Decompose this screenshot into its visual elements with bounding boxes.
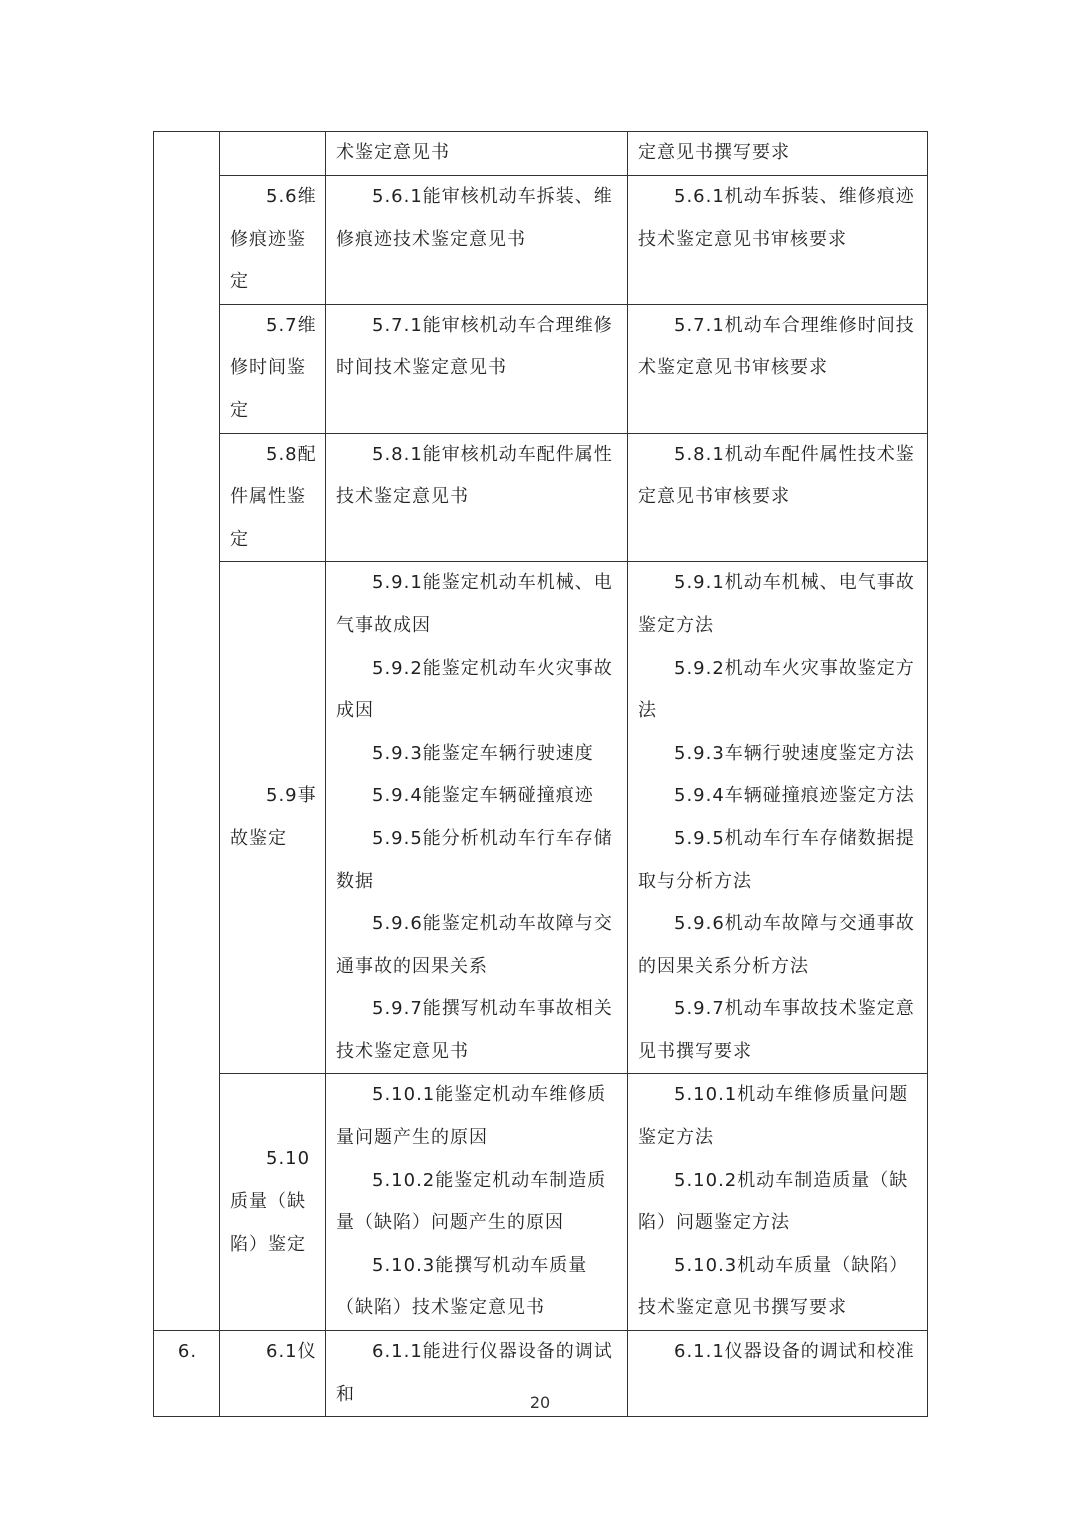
sub-skill-text: 5.6维修痕迹鉴定	[230, 186, 317, 293]
knowledge-text: 5.10.2机动车制造质量（缺陷）问题鉴定方法	[638, 1169, 909, 1234]
knowledge-text: 5.9.2机动车火灾事故鉴定方法	[638, 657, 915, 722]
sub-skill-cell	[220, 433, 326, 562]
skill-text: 5.9.3能鉴定车辆行驶速度	[372, 742, 594, 764]
knowledge-text: 5.9.4车辆碰撞痕迹鉴定方法	[674, 785, 915, 807]
level-cell	[154, 132, 220, 1331]
sub-skill-text: 5.9事故鉴定	[230, 785, 317, 849]
skill-text: 5.6.1能审核机动车拆装、维修痕迹技术鉴定意见书	[336, 186, 613, 250]
skill-text: 5.10.3能撰写机动车质量（缺陷）技术鉴定意见书	[336, 1254, 588, 1319]
level-text: 6.	[177, 1341, 198, 1363]
skill-text: 6.1.1能进行仪器设备的调试和	[336, 1341, 613, 1405]
knowledge-text: 5.10.3机动车质量（缺陷）技术鉴定意见书撰写要求	[638, 1254, 909, 1319]
skill-text: 5.9.6能鉴定机动车故障与交通事故的因果关系	[336, 913, 613, 977]
skill-text: 5.9.4能鉴定车辆碰撞痕迹	[372, 785, 594, 807]
knowledge-cell	[628, 562, 928, 1074]
knowledge-cell	[628, 433, 928, 562]
table-row	[154, 132, 928, 176]
sub-skill-text: 5.10质量（缺陷）鉴定	[230, 1148, 311, 1255]
skill-text: 5.7.1能审核机动车合理维修时间技术鉴定意见书	[336, 314, 613, 379]
skill-text: 5.9.2能鉴定机动车火灾事故成因	[336, 657, 613, 722]
skill-text: 5.9.5能分析机动车行车存储数据	[336, 827, 613, 892]
knowledge-text: 定意见书撰写要求	[638, 142, 790, 163]
knowledge-text: 5.6.1机动车拆装、维修痕迹技术鉴定意见书审核要求	[638, 186, 915, 250]
page-number: 20	[529, 1393, 551, 1412]
knowledge-cell	[628, 132, 928, 176]
knowledge-cell	[628, 304, 928, 433]
skill-cell	[326, 562, 628, 1074]
skill-cell	[326, 433, 628, 562]
sub-skill-text: 5.8配件属性鉴定	[230, 443, 317, 550]
skill-cell	[326, 132, 628, 176]
knowledge-cell	[628, 1074, 928, 1331]
sub-skill-cell	[220, 304, 326, 433]
table-row	[154, 304, 928, 433]
knowledge-text: 5.9.7机动车事故技术鉴定意见书撰写要求	[638, 998, 915, 1062]
knowledge-text: 5.9.1机动车机械、电气事故鉴定方法	[638, 572, 915, 636]
sub-skill-cell	[220, 132, 326, 176]
table-row	[154, 433, 928, 562]
standards-table	[153, 131, 928, 1417]
skill-cell	[326, 304, 628, 433]
sub-skill-text: 5.7维修时间鉴定	[230, 314, 317, 421]
skill-text: 5.9.7能撰写机动车事故相关技术鉴定意见书	[336, 998, 613, 1062]
knowledge-text: 5.9.3车辆行驶速度鉴定方法	[674, 742, 915, 764]
knowledge-text: 5.10.1机动车维修质量问题鉴定方法	[638, 1084, 909, 1149]
sub-skill-cell	[220, 176, 326, 305]
table-row	[154, 176, 928, 305]
sub-skill-text: 6.1仪	[266, 1341, 317, 1363]
knowledge-cell	[628, 176, 928, 305]
table-row	[154, 562, 928, 1074]
skill-text: 5.8.1能审核机动车配件属性技术鉴定意见书	[336, 443, 613, 508]
sub-skill-cell	[220, 1074, 326, 1331]
knowledge-text: 5.9.6机动车故障与交通事故的因果关系分析方法	[638, 913, 915, 977]
sub-skill-cell	[220, 562, 326, 1074]
skill-text: 5.9.1能鉴定机动车机械、电气事故成因	[336, 572, 613, 636]
skill-text: 5.10.1能鉴定机动车维修质量问题产生的原因	[336, 1084, 607, 1149]
skill-cell	[326, 176, 628, 305]
knowledge-text: 5.8.1机动车配件属性技术鉴定意见书审核要求	[638, 443, 915, 508]
knowledge-text: 6.1.1仪器设备的调试和校准	[674, 1341, 915, 1363]
skill-cell	[326, 1074, 628, 1331]
knowledge-text: 5.9.5机动车行车存储数据提取与分析方法	[638, 827, 915, 892]
knowledge-text: 5.7.1机动车合理维修时间技术鉴定意见书审核要求	[638, 314, 915, 379]
table-row	[154, 1074, 928, 1331]
skill-text: 5.10.2能鉴定机动车制造质量（缺陷）问题产生的原因	[336, 1169, 607, 1234]
skill-text: 术鉴定意见书	[336, 142, 450, 163]
